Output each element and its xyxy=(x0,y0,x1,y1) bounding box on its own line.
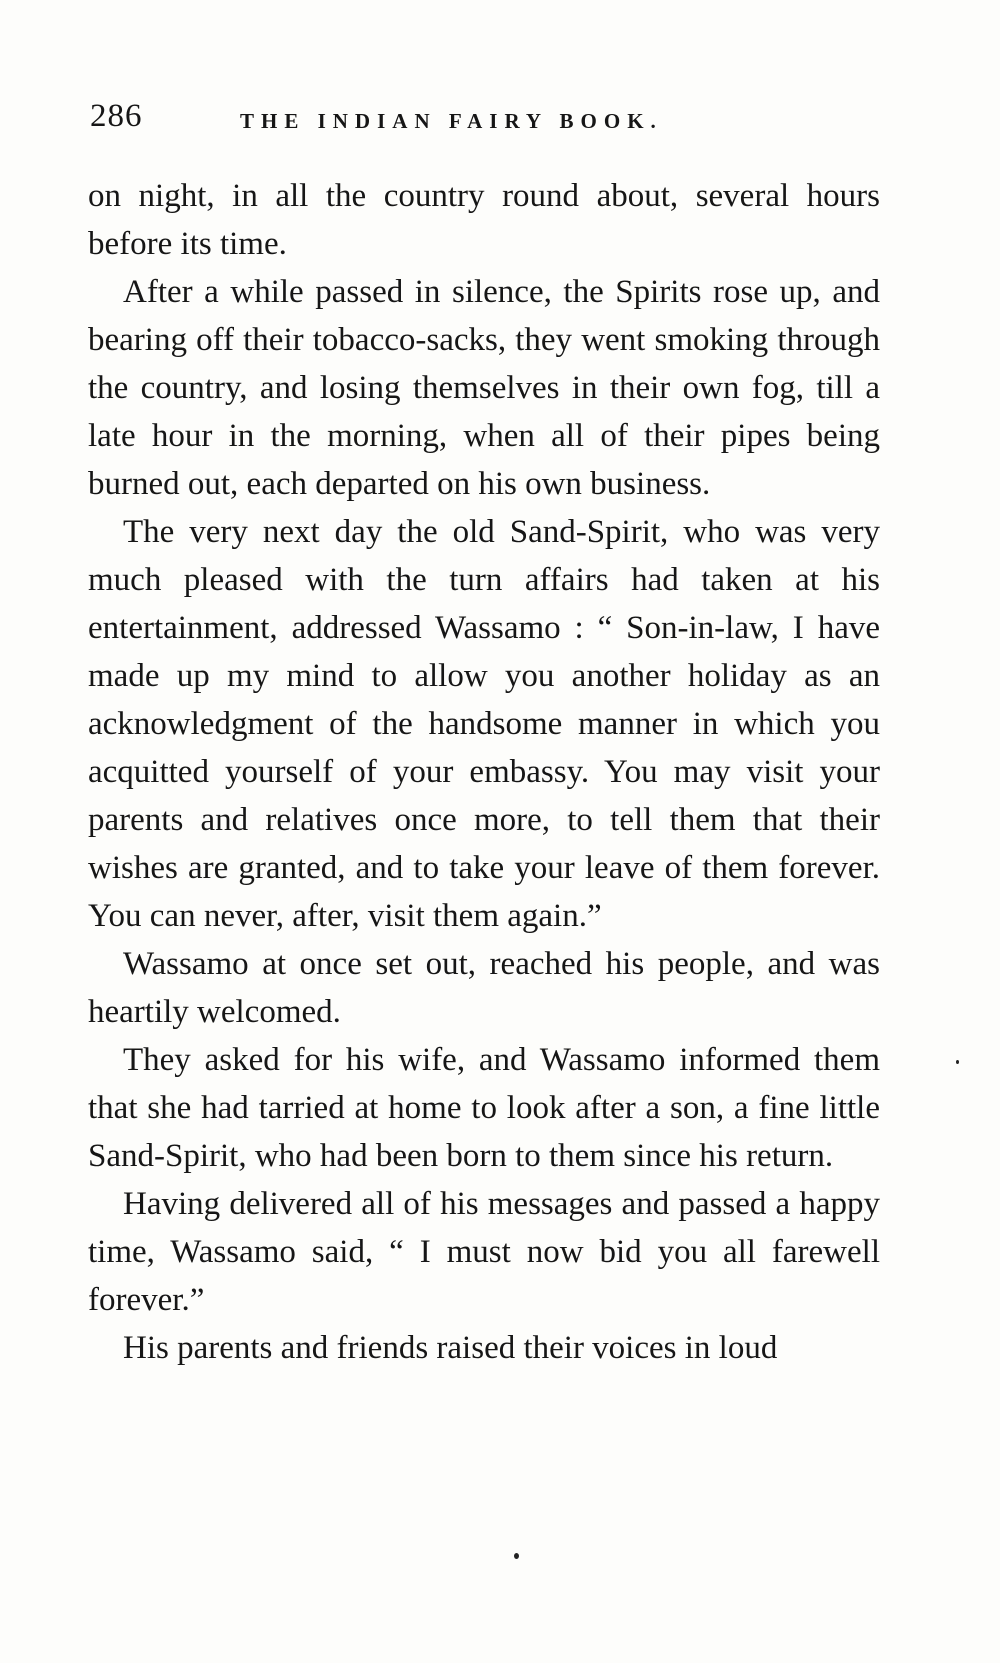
page-number: 286 xyxy=(90,98,143,134)
paragraph: After a while passed in silence, the Spirits rose up, and bearing off their tobacco-sacks, they went smoking through the country, and losing themselves in their own fog, till a late hour in the morning, when all of their pipes being burned out, each departed on his own business. xyxy=(88,274,880,502)
paragraph: Having delivered all of his messages and passed a happy time, Wassamo said, “ I must now bid you all farewell forever.” xyxy=(88,1186,880,1318)
text-body xyxy=(88,172,880,1372)
paragraph: Wassamo at once set out, reached his people, and was heartily welcomed. xyxy=(88,946,880,1030)
paragraph: The very next day the old Sand-Spirit, who was very much pleased with the turn affairs had taken at his entertainment, addressed Wassamo : “ Son-in-law, I have made up my mind to allow you another holiday as an acknowledgment of the handsome manner in which you acquitted yourself of your embassy. You may visit your parents and relatives once more, to tell them that their wishes are granted, and to take your leave of them forever. You can never, after, visit them again.” xyxy=(88,514,880,934)
paragraph: They asked for his wife, and Wassamo informed them that she had tarried at home to look after a son, a fine little Sand-Spirit, who had been born to them since his return. xyxy=(88,1042,880,1174)
running-head xyxy=(90,96,880,146)
ink-speck xyxy=(514,1553,519,1559)
book-title: THE INDIAN FAIRY BOOK. xyxy=(240,109,663,133)
paragraph-continued: on night, in all the country round about, several hours before its time. xyxy=(88,178,880,262)
paragraph-final-line: His parents and friends raised their voices in loud xyxy=(123,1330,778,1366)
ink-speck xyxy=(956,1060,959,1064)
